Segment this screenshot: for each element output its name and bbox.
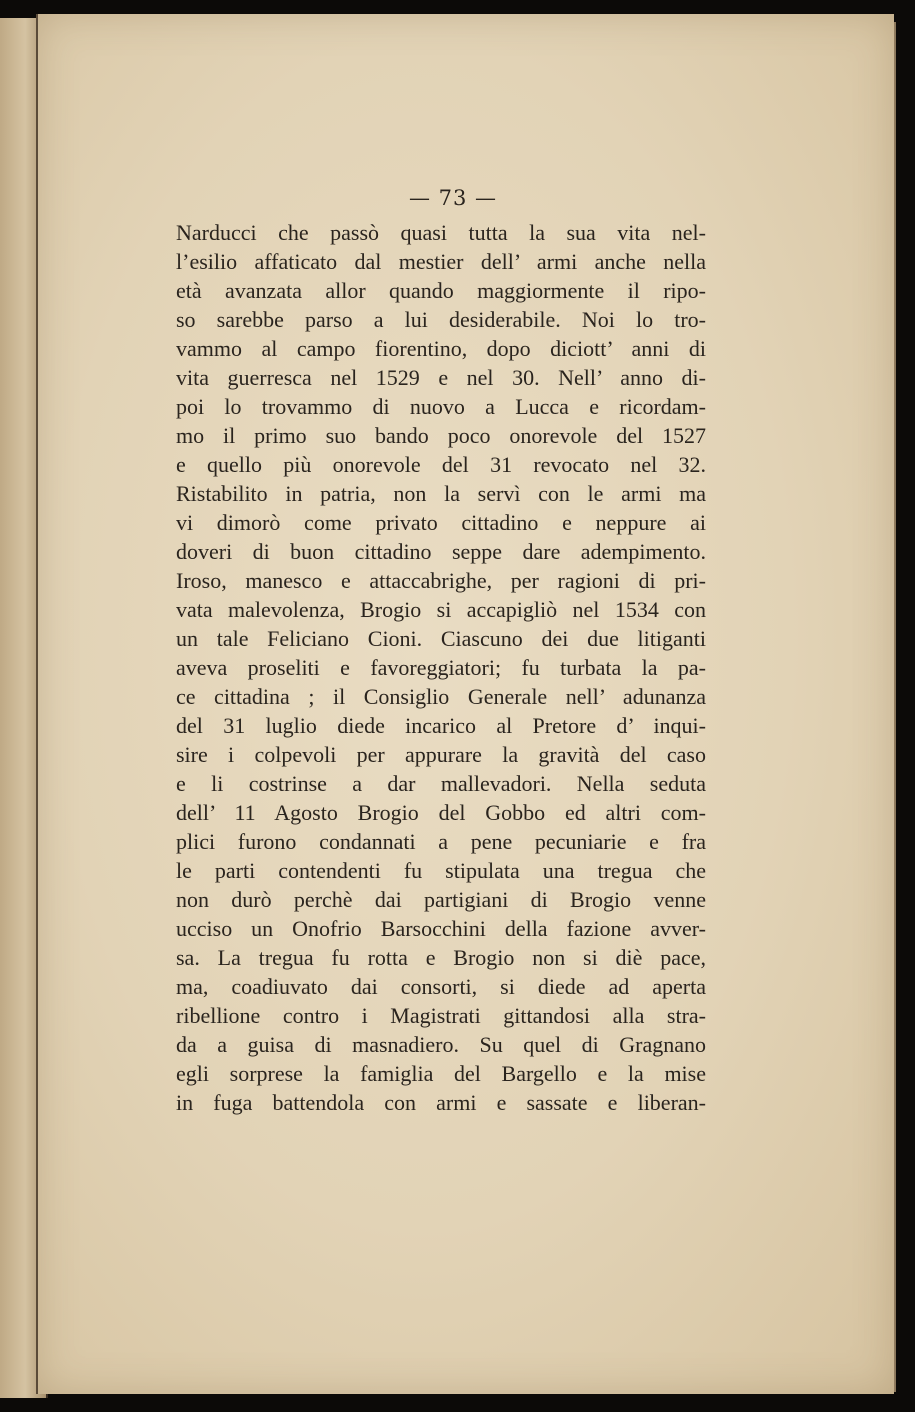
text-line: doveri di buon cittadino seppe dare adempimento. (176, 539, 706, 564)
text-line: so sarebbe parso a lui desiderabile. Noi lo tro- (176, 307, 706, 332)
text-line: l’esilio affaticato dal mestier dell’ armi anche nella (176, 249, 706, 274)
text-line: e li costrinse a dar mallevadori. Nella seduta (176, 771, 706, 796)
text-line: sa. La tregua fu rotta e Brogio non si diè pace, (176, 945, 706, 970)
text-line: da a guisa di masnadiero. Su quel di Gragnano (176, 1032, 706, 1057)
body-text (176, 218, 706, 1117)
text-line: non durò perchè dai partigiani di Brogio venne (176, 887, 706, 912)
text-line: e quello più onorevole del 31 revocato nel 32. (176, 452, 706, 477)
text-line: ce cittadina ; il Consiglio Generale nell’ adunanza (176, 684, 706, 709)
text-line: Iroso, manesco e attaccabrighe, per ragioni di pri- (176, 568, 706, 593)
text-line: età avanzata allor quando maggiormente il ripo- (176, 278, 706, 303)
text-line: del 31 luglio diede incarico al Pretore d’ inqui- (176, 713, 706, 738)
text-line: egli sorprese la famiglia del Bargello e la mise (176, 1061, 706, 1086)
text-line: vammo al campo fiorentino, dopo diciott’ anni di (176, 336, 706, 361)
text-line: ribellione contro i Magistrati gittandosi alla stra- (176, 1003, 706, 1028)
text-line: poi lo trovammo di nuovo a Lucca e ricordam- (176, 394, 706, 419)
text-line: in fuga battendola con armi e sassate e liberan- (176, 1090, 706, 1115)
text-line: mo il primo suo bando poco onorevole del 1527 (176, 423, 706, 448)
text-line: Narducci che passò quasi tutta la sua vita nel- (176, 220, 706, 245)
book-page (36, 14, 894, 1394)
text-line: dell’ 11 Agosto Brogio del Gobbo ed altri com- (176, 800, 706, 825)
text-line: Ristabilito in patria, non la servì con le armi ma (176, 481, 706, 506)
text-line: sire i colpevoli per appurare la gravità del caso (176, 742, 706, 767)
text-line: aveva proseliti e favoreggiatori; fu turbata la pa- (176, 655, 706, 680)
text-line: vata malevolenza, Brogio si accapigliò nel 1534 con (176, 597, 706, 622)
text-line: vi dimorò come privato cittadino e neppure ai (176, 510, 706, 535)
text-line: vita guerresca nel 1529 e nel 30. Nell’ anno di- (176, 365, 706, 390)
text-line: le parti contendenti fu stipulata una tregua che (176, 858, 706, 883)
page-number: — 73 — (408, 186, 498, 210)
text-line: plici furono condannati a pene pecuniarie e fra (176, 829, 706, 854)
text-line: ucciso un Onofrio Barsocchini della fazione avver- (176, 916, 706, 941)
text-line: un tale Feliciano Cioni. Ciascuno dei due litiganti (176, 626, 706, 651)
text-line: ma, coadiuvato dai consorti, si diede ad aperta (176, 974, 706, 999)
